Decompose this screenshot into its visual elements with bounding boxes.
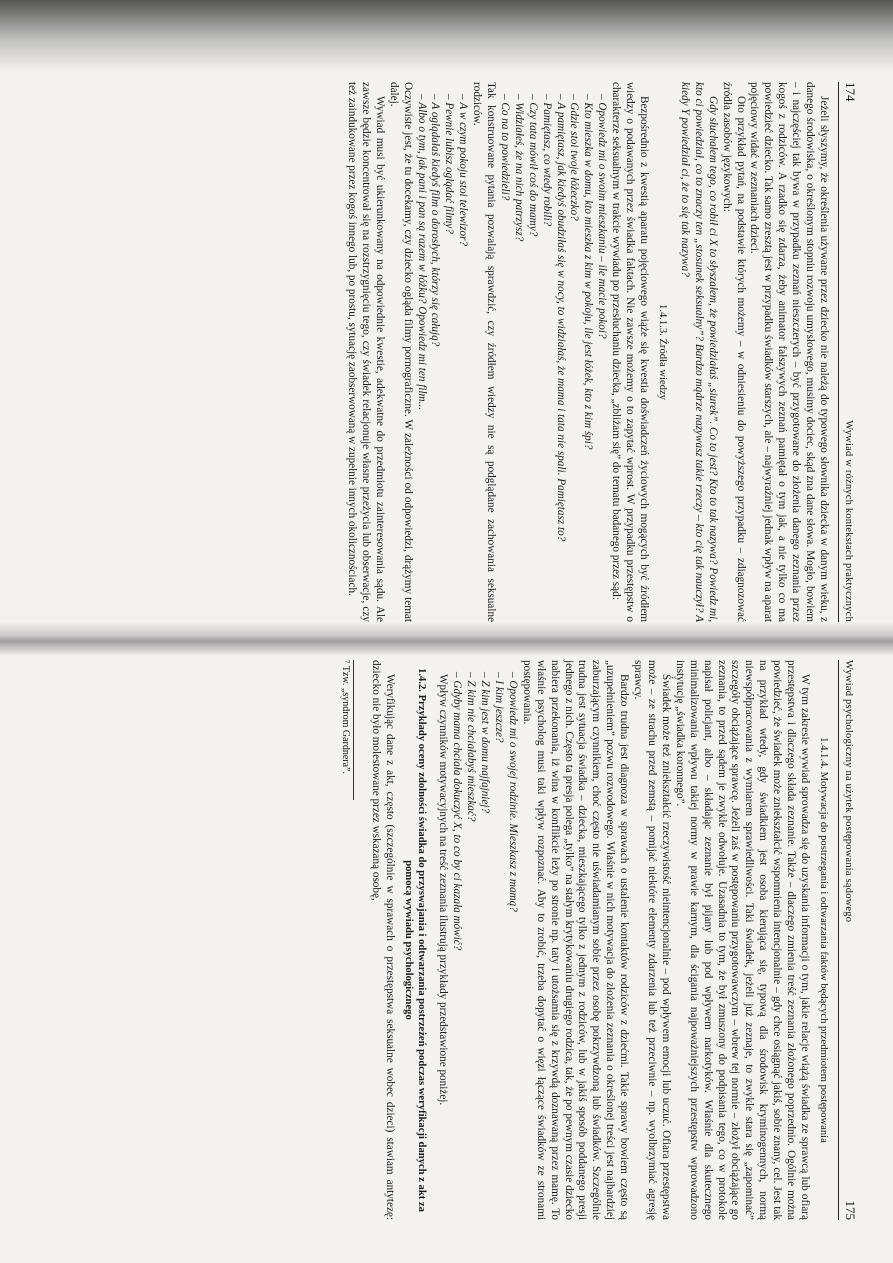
question-list xyxy=(449,660,519,1220)
section-heading: 1.4.1.4. Motywacja do postrzegania i odtwarzania faktów będących przedmiotem postępowania xyxy=(818,737,829,1143)
list-item: – Opowiedz mi o swojej rodzinie. Mieszkasz z mamą? xyxy=(505,672,519,1220)
list-item: – Z kim jest w domu najfajniej? xyxy=(477,672,491,1220)
list-item: – A pamiętasz, jak kiedyś obudziłaś się w nocy, to widziałaś, że mama i tata nie spali. Pamiętasz to? xyxy=(553,94,567,622)
page-175 xyxy=(98,660,858,1220)
paragraph: Wpływ czynników motywacyjnych na treść zeznania ilustrują przykłady przedstawione poniżej. xyxy=(437,674,450,1106)
list-item: – Pamiętasz, co wtedy robili? xyxy=(539,94,553,622)
footnote: ⁷ Tzw. „syndrom Gardnera”. xyxy=(340,660,354,800)
list-item: – Opowiedz mi o swoim mieszkaniu – ile macie pokoi? xyxy=(594,94,608,622)
paragraph: Świadek może też zniekształcić rzeczywistość nieintencjonalnie – pod wpływem emocji lub uczuć. Ofiara przestępstwa może – ze strachu przed zemstą – pomijać niektóre elementy zdarzenia lub też przeciwnie – np. wyolbrzymiać agresję sprawcy. xyxy=(632,660,672,1220)
page-header xyxy=(838,82,858,622)
paragraph: W tym zakresie wywiad sprowadza się do uzyskania informacji o tym, jakie relacje wiążą świadka ze sprawcą lub ofiarą przestępstwa i dlaczego składa zeznanie. Także – dlaczego zmienia treść zeznania złożonego poprzednio. Ogólnie można powiedzieć, że świadek może zniekształcić wspomnienia intencjonalnie – gdy chce osiągnąć jakiś, sobie znany, cel. Jest tak na przykład wtedy, gdy świadkiem jest osoba kierująca się, typową dla środowisk kryminogennych, normą niewspółpracowania z wymiarem sprawiedliwości. Taki świadek, jeżeli już zeznaje, to zwykle stara się „zapominać” szczegóły obciążające sprawcę. Jeżeli zaś w postępowaniu przygotowawczym – wbrew tej normie – złożył obciążające go zeznania, to przed sądem je zwykle odwołuje. Uzasadnia to tym, że był zmuszony do podpisania tego, co w protokole napisał policjant, albo – składając zeznanie był pijany lub pod wpływem narkotyków. Właśnie dla skutecznego minimalizowania wpływu takiej normy w prawie karnym, dla ścigania najpoważniejszych przestępstw wprowadzono instytucję „świadka koronnego”. xyxy=(673,660,811,1220)
list-item: – Czy tata mówił coś do mamy? xyxy=(525,94,539,622)
scan-shadow xyxy=(0,0,893,72)
list-item: – Widziałeś, że na nich patrzysz? xyxy=(511,94,525,622)
paragraph: Oczywiste jest, że tu docekamy, czy dziecko ogląda filmy pornograficzne. W zależności od odpowiedzi, drążymy temat dalej. xyxy=(387,82,414,622)
list-item: – Albo o tym, jak pani i pan są razem w łóżku? Opowiedz mi ten film... xyxy=(414,94,428,622)
list-item: – Kto mieszka w domu, kto mieszka z kim w pokoju, ile jest łóżek, kto z kim śpi? xyxy=(581,94,595,622)
section-heading: 1.4.2. Przykłady oceny zdolności świadka do przyswajania i odtwarzania postrzeżeń podczas weryfikacji danych z akt za pomocą wywiadu psychologicznego xyxy=(402,668,427,1212)
running-head: Wywiad w różnych kontekstach praktycznych xyxy=(843,420,854,622)
page-number: 175 xyxy=(843,1200,858,1220)
page-174 xyxy=(98,82,858,622)
list-item: – Gdzie stoi twoje łóżeczko? xyxy=(567,94,581,622)
question-example: Gdy słuchałem tego, co robił ci X to słyszałem, że powiedziałaś „siurek”. Co to jest? Kto to tak nazywa? Powiedz mi, kto ci powiedział, co to znaczy ten „stosunek seksualny”? Bardzo mądrze nazywasz takie rzeczy – kto cię tak nauczył? A kiedy Y powiedział ci, że to się tak nazywa? xyxy=(678,82,719,622)
list-item: – Gdyby mama chciała dokuczyć X, to co by ci kazała mówić? xyxy=(449,672,463,1220)
list-item: – Z kim nie chciałabyś mieszkać? xyxy=(463,672,477,1220)
book-spine-fold xyxy=(0,622,893,656)
paragraph: Bezpośrednio z kwestią aparatu pojęciowego wiąże się kwestia doświadczeń życiowych mogących być źródłem wiedzy o podawanych przez świadka faktach. Nie zawsze możemy o to zapytać wprost. W przypadku przestępstw o charakterze seksualnym w trakcie wywiadu po przesłuchaniu dziecka, „zbliżam się” do tematu badanego przez sąd: xyxy=(610,82,651,622)
list-item: – Pewnie lubisz oglądać filmy? xyxy=(441,94,455,622)
list-item: – A w czym pokoju stoi telewizor? xyxy=(455,94,469,622)
page-number: 174 xyxy=(843,82,858,102)
paragraph: Oto przykład pytań, na podstawie których możemy – w odniesieniu do powyższego przypadku – zdiagnozować źródła zasobów językowych: xyxy=(720,82,747,622)
page-header xyxy=(838,660,858,1220)
paragraph: Jeżeli słyszymy, że określenia używane przez dziecko nie należą do typowego słownika dziecka w danym wieku, z danego środowiska, o określonym stopniu rozwoju umysłowego, musimy dociec, skąd zna dane słowa. Mogło, bowiem – i najczęściej tak bywa w przypadku zeznań nieszczerych – być przygotowane do złożenia danego zeznania przez kogoś z rodziców. A rzadko się zdarza, żeby animator fałszywych zeznań pamiętał o tym jak, a nie tylko co ma powiedzieć dziecko. Tak samo zresztą jest w przypadku świadków starszych, ale – najwyraźniej jednak wpływ na aparat pojęciowy widać w zeznaniach dzieci. xyxy=(748,82,830,622)
list-item: – I kim jeszcze? xyxy=(491,672,505,1220)
paragraph: Tak konstruowane pytania pozwalają sprawdzić, czy źródłem wiedzy nie są podglądane zachowania seksualne rodziców. xyxy=(471,82,498,622)
section-heading: 1.4.1.3. Źródła wiedzy xyxy=(657,304,669,400)
question-list xyxy=(497,82,608,622)
paragraph: Wywiad musi być ukierunkowany na odpowiednie kwestie, adekwatne do przedmiotu zainteresowania sądu. Ale zawsze będzie koncentrował się na rozstrzygnięciu tego, czy świadek relacjonuje własne przeżycia lub obserwacje, czy też zaindukowane przez kogoś innego lub, po prostu, sytuację zaobserwowaną w zupełnie innych okolicznościach. xyxy=(346,82,386,622)
paragraph: Bardzo trudna jest diagnoza w sprawach o ustalenie kontaktów rodziców z dziećmi. Takie sprawy bowiem często są „uzupełnieniem” pozwu rozwodowego. Właśnie w nich motywacja do złożenia zeznania o określonej treści jest najbardziej zaburzającym czynnikiem, choć często nie uświadamianym sobie przez osobę pokrzywdzoną lub świadków. Szczególnie trudna jest sytuacja świadka – dziecka, mieszkającego tylko z jednym z rodziców, lub w jakiś sposób poddanego presji jednego z nich. Często ta presja polega „tylko” na stałym krytykowaniu drugiego rodzica, tak, że po pewnym czasie dziecko nabiera przekonania, iż wina w konflikcie leży po stronie np. taty i utożsamia się z krzywdą doznawaną przez mamę. To właśnie psycholog musi taki wpływ rozpoznać. Aby to zrobić, trzeba dopytać o więzi łączące świadków ze stronami postępowania. xyxy=(520,660,631,1220)
question-list xyxy=(414,82,470,622)
list-item: – A oglądałaś kiedyś film o dorosłych, którzy się całują? xyxy=(428,94,442,622)
paragraph: Weryfikując dane z akt, często (szczególnie w sprawach o przestępstwa seksualne wobec dzieci) stawiam antytezę: dziecko nie było molestowane przez wskazaną osobę, xyxy=(369,660,396,1220)
list-item: – Co na to powiedzieli? xyxy=(497,94,511,622)
running-head: Wywiad psychologiczny na użytek postępowania sądowego xyxy=(843,660,854,923)
